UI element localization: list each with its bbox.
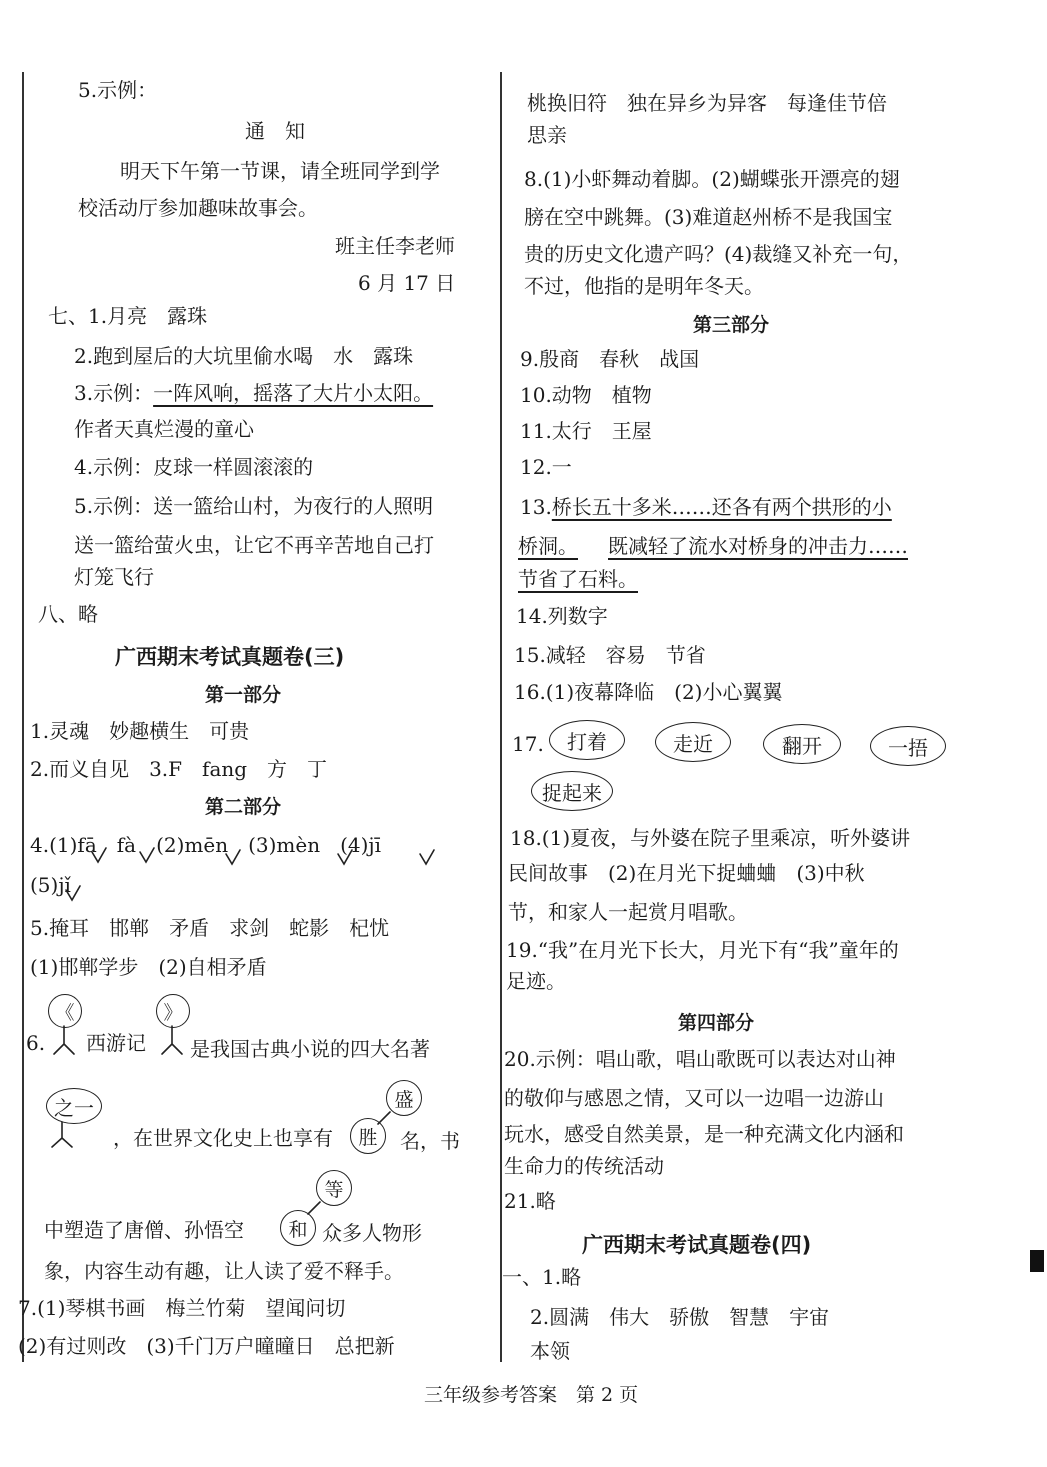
r3: 8.(1)小虾舞动着脚。(2)蝴蝶张开漂亮的翅 [524, 167, 900, 191]
part-2-heading: 第二部分 [205, 796, 282, 818]
q7-4: 4.示例：皮球一样圆滚滚的 [74, 455, 314, 479]
s3: 本领 [530, 1339, 570, 1363]
r19b: 足迹。 [506, 969, 566, 993]
insert-mark [52, 1122, 72, 1147]
r21: 21.略 [504, 1189, 556, 1213]
page-edge-marker [1030, 1250, 1044, 1272]
a4: 4.(1)fā fà (2)mēn (3)mèn (4)jī [30, 833, 382, 857]
a7: 7.(1)琴棋书画 梅兰竹菊 望闻问切 [18, 1296, 346, 1320]
correction-link [378, 1112, 390, 1124]
title-paper-4: 广西期末考试真题卷(四) [582, 1233, 812, 1257]
r13b-underlined-1: 桥洞。 [518, 534, 578, 558]
check-mark [420, 850, 434, 864]
q8: 八、略 [38, 602, 98, 626]
r18b: 民间故事 (2)在月光下捉蛐蛐 (3)中秋 [508, 861, 865, 885]
a6-he-circle: 和 [280, 1210, 316, 1246]
q7-5c: 灯笼飞行 [74, 565, 154, 589]
a6-book: 西游记 [86, 1031, 146, 1055]
a5: 5.掩耳 邯郸 矛盾 求剑 蛇影 杞忧 [30, 916, 390, 940]
r9: 9.殷商 春秋 战国 [520, 347, 700, 371]
r20a: 20.示例：唱山歌，唱山歌既可以表达对山神 [504, 1047, 896, 1071]
r17-oval-1: 打着 [549, 720, 625, 760]
r5: 贵的历史文化遗产吗？(4)裁缝又补充一句， [524, 242, 913, 266]
a2: 2.而义自见 3.F fang 方 丁 [30, 757, 328, 781]
notice-signature: 班主任李老师 [335, 234, 455, 258]
q7-5a: 5.示例：送一篮给山村，为夜行的人照明 [74, 494, 434, 518]
s2: 2.圆满 伟大 骄傲 智慧 宇宙 [530, 1305, 830, 1329]
q7-3a-underlined: 一阵风响，摇落了大片小太阳。 [153, 381, 434, 405]
r14: 14.列数字 [516, 604, 608, 628]
r13a-underlined: 桥长五十多米……还各有两个拱形的小 [551, 495, 892, 519]
a6-sheng-correction-circle: 盛 [386, 1080, 422, 1116]
page-footer: 三年级参考答案 第 2 页 [424, 1384, 639, 1406]
check-mark [226, 850, 240, 864]
a6-zhiyi-oval: 之一 [46, 1088, 102, 1124]
r17-number: 17. [512, 732, 544, 756]
check-mark [338, 850, 352, 864]
a6-line-4b: 众多人物形 [322, 1221, 422, 1245]
a4b: (5)jǐ [30, 873, 71, 897]
insert-mark [54, 1026, 74, 1054]
a6-mark-right-circle: 》 [156, 994, 190, 1028]
r12: 12.一 [520, 455, 572, 479]
insert-mark [162, 1026, 182, 1054]
q7-1: 七、1.月亮 露珠 [48, 304, 208, 328]
a6-line-5: 象，内容生动有趣，让人读了爱不释手。 [44, 1259, 404, 1283]
part-1-heading: 第一部分 [205, 684, 282, 706]
a7b: (2)有过则改 (3)千门万户曈曈日 总把新 [18, 1334, 395, 1358]
item-5-example: 5.示例： [78, 78, 158, 102]
r20b: 的敬仰与感恩之情，又可以一边唱一边游山 [504, 1086, 884, 1110]
r13c-underlined: 节省了石料。 [518, 567, 638, 591]
a6-text-3: 名，书 [400, 1129, 460, 1153]
a6-line-4a: 中塑造了唐僧、孙悟空 [44, 1218, 244, 1242]
a1: 1.灵魂 妙趣横生 可贵 [30, 719, 250, 743]
check-mark [66, 886, 80, 900]
check-mark [140, 848, 154, 862]
notice-date: 6 月 17 日 [358, 271, 456, 295]
r13a-prefix: 13. [520, 495, 552, 519]
r13b-underlined-2: 既减轻了流水对桥身的冲击力…… [608, 534, 908, 558]
correction-link [308, 1202, 320, 1214]
q7-2: 2.跑到屋后的大坑里偷水喝 水 露珠 [74, 344, 414, 368]
q7-5b: 送一篮给萤火虫，让它不再辛苦地自己打 [74, 533, 434, 557]
r17-oval-2: 走近 [655, 722, 731, 762]
part-4-heading: 第四部分 [678, 1012, 755, 1034]
r4: 膀在空中跳舞。(3)难道赵州桥不是我国宝 [524, 205, 893, 229]
a6-number: 6. [26, 1031, 46, 1055]
a6-mark-left-circle: 《 [48, 994, 82, 1028]
r18a: 18.(1)夏夜，与外婆在院子里乘凉，听外婆讲 [510, 826, 911, 850]
r17-oval-5: 捉起来 [531, 771, 613, 811]
r18c: 节，和家人一起赏月唱歌。 [508, 900, 748, 924]
a5b: (1)邯郸学步 (2)自相矛盾 [30, 955, 267, 979]
r6: 不过，他指的是明年冬天。 [524, 274, 764, 298]
q7-3b: 作者天真烂漫的童心 [74, 417, 254, 441]
title-paper-3: 广西期末考试真题卷(三) [115, 645, 345, 669]
a6-sheng-circle: 胜 [350, 1118, 386, 1154]
r11: 11.太行 王屋 [520, 419, 652, 443]
notice-title: 通 知 [245, 119, 305, 143]
r20c: 玩水，感受自然美景，是一种充满文化内涵和 [504, 1122, 904, 1146]
r17-oval-4: 一捂 [870, 726, 946, 766]
a6-text-2: ，在世界文化史上也享有 [113, 1126, 333, 1150]
r10: 10.动物 植物 [520, 383, 652, 407]
check-mark [92, 848, 106, 862]
r16: 16.(1)夜幕降临 (2)小心翼翼 [514, 680, 783, 704]
notice-line-1: 明天下午第一节课，请全班同学到学 [120, 159, 440, 183]
notice-line-2: 校活动厅参加趣味故事会。 [78, 196, 318, 220]
r20d: 生命力的传统活动 [504, 1154, 664, 1178]
a6-text-1: 是我国古典小说的四大名著 [190, 1037, 430, 1061]
r1: 桃换旧符 独在异乡为异客 每逢佳节倍 [527, 91, 887, 115]
r19a: 19.“我”在月光下长大，月光下有“我”童年的 [506, 938, 899, 962]
r15: 15.减轻 容易 节省 [514, 643, 706, 667]
q7-3a-prefix: 3.示例： [74, 381, 154, 405]
part-3-heading: 第三部分 [693, 314, 770, 336]
s1: 一、1.略 [502, 1265, 582, 1289]
r17-oval-3: 翻开 [763, 724, 841, 764]
a6-he-correction-circle: 等 [316, 1170, 352, 1206]
r2: 思亲 [527, 123, 567, 147]
